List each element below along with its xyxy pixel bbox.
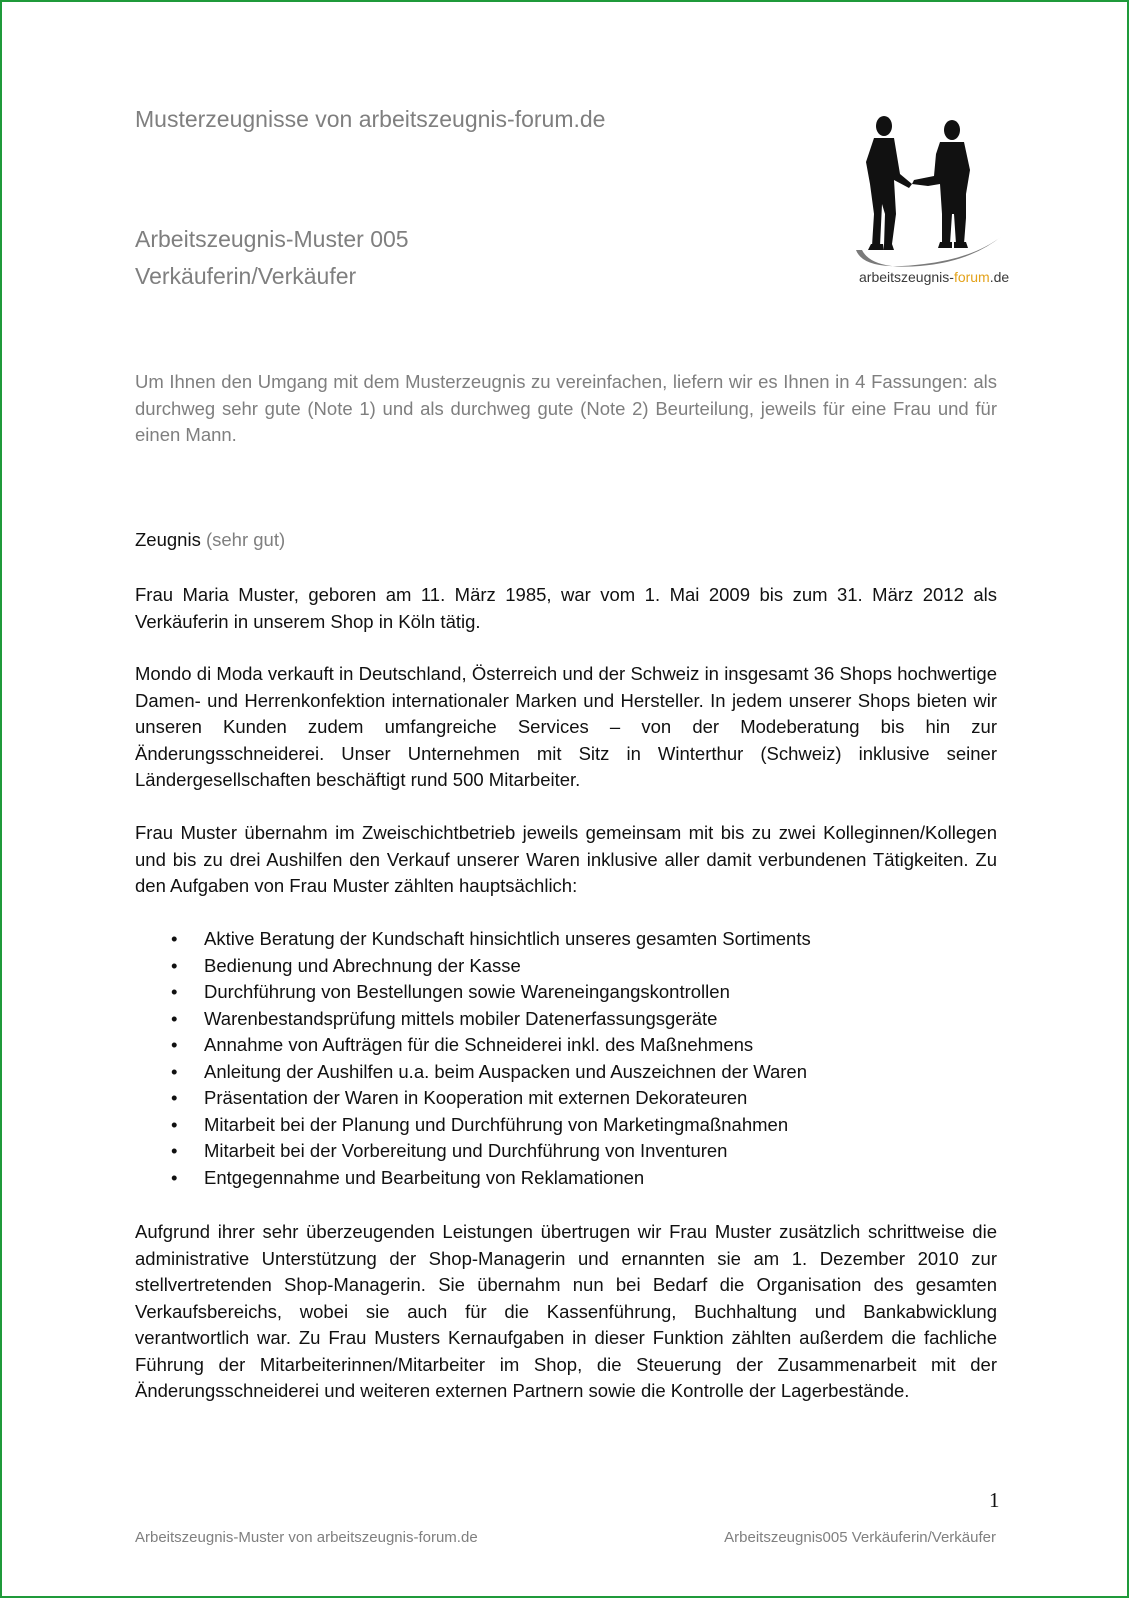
list-item: • Annahme von Aufträgen für die Schneiderei inkl. des Maßnehmens <box>135 1032 997 1059</box>
subtitle-line-1: Arbeitszeugnis-Muster 005 <box>135 226 409 252</box>
bullet-icon: • <box>171 1087 178 1108</box>
logo-wordmark <box>859 269 1009 285</box>
heading-grade: (sehr gut) <box>205 529 286 550</box>
bullet-icon: • <box>171 1060 178 1082</box>
list-item: • Durchführung von Bestellungen sowie Wareneingangskontrollen <box>135 979 997 1006</box>
list-item: • Entgegennahme und Bearbeitung von Reklamationen <box>135 1165 997 1192</box>
logo-text-tld: .de <box>989 269 1010 285</box>
task-list <box>135 926 997 1191</box>
bullet-icon: • <box>171 954 178 976</box>
section-heading <box>135 529 285 551</box>
subtitle-line-2: Verkäuferin/Verkäufer <box>135 263 357 289</box>
bullet-icon: • <box>171 1140 178 1161</box>
logo-text-main: arbeitszeugnis- <box>859 269 954 285</box>
document-subtitle <box>135 221 409 295</box>
list-item: • Mitarbeit bei der Vorbereitung und Durchführung von Inventuren <box>135 1138 997 1165</box>
footer-left: Arbeitszeugnis-Muster von arbeitszeugnis-forum.de <box>135 1529 478 1546</box>
logo-text-accent: forum <box>953 269 990 285</box>
paragraph-tasks-intro: Frau Muster übernahm im Zweischichtbetrieb jeweils gemeinsam mit bis zu zwei Kolleginnen/Kollegen und bis zu drei Aushilfen den Verkauf unserer Waren inklusive aller damit verbundenen Tätigkeiten. Zu den Aufgaben von Frau Muster zählten hauptsächlich: <box>135 822 997 896</box>
list-item: • Anleitung der Aushilfen u.a. beim Auspacken und Auszeichnen der Waren <box>135 1059 997 1086</box>
bullet-icon: • <box>171 1034 178 1055</box>
paragraph-personal-data: Frau Maria Muster, geboren am 11. März 1985, war vom 1. Mai 2009 bis zum 31. März 2012 als Verkäuferin in unserem Shop in Köln tätig. <box>135 584 997 632</box>
handshake-logo-icon <box>854 114 1014 294</box>
list-item: • Warenbestandsprüfung mittels mobiler Datenerfassungsgeräte <box>135 1006 997 1033</box>
paragraph-promotion: Aufgrund ihrer sehr überzeugenden Leistungen übertrugen wir Frau Muster zusätzlich schrittweise die administrative Unterstützung der Shop-Managerin und ernannten sie am 1. Dezember 2010 zur stellvertretenden Shop-Managerin. Sie übernahm nun bei Bedarf die Organisation des gesamten Verkaufsbereichs, wobei sie auch für die Kassenführung, Buchhaltung und Bankabwicklung verantwortlich war. Zu Frau Musters Kernaufgaben in dieser Funktion zählten außerdem die fachliche Führung der Mitarbeiterinnen/Mitarbeiter im Shop, die Steuerung der Zusammenarbeit mit der Änderungsschneiderei und weiteren externen Partnern sowie die Kontrolle der Lagerbestände. <box>135 1221 997 1401</box>
heading-title: Zeugnis <box>135 529 201 550</box>
bullet-icon: • <box>171 1166 178 1188</box>
list-item: • Bedienung und Abrechnung der Kasse <box>135 953 997 980</box>
list-item: • Präsentation der Waren in Kooperation mit externen Dekorateuren <box>135 1085 997 1112</box>
bullet-icon: • <box>171 981 178 1002</box>
intro-paragraph: Um Ihnen den Umgang mit dem Musterzeugnis zu vereinfachen, liefern wir es Ihnen in 4 Fassungen: als durchweg sehr gute (Note 1) und als durchweg gute (Note 2) Beurteilung, jeweils für eine Frau und für einen Mann. <box>135 371 997 445</box>
page-number: 1 <box>989 1488 1000 1512</box>
site-title: Musterzeugnisse von arbeitszeugnis-forum.de <box>135 106 606 132</box>
paragraph-company: Mondo di Moda verkauft in Deutschland, Österreich und der Schweiz in insgesamt 36 Shops hochwertige Damen- und Herrenkonfektion internationaler Marken und Hersteller. In jedem unserer Shops bieten wir unseren Kunden zudem umfangreiche Services – von der Modeberatung bis hin zur Änderungsschneiderei. Unser Unternehmen mit Sitz in Winterthur (Schweiz) inklusive seiner Ländergesellschaften beschäftigt rund 500 Mitarbeiter. <box>135 663 997 790</box>
bullet-icon: • <box>171 928 178 949</box>
list-item: • Aktive Beratung der Kundschaft hinsichtlich unseres gesamten Sortiments <box>135 926 997 953</box>
list-item: • Mitarbeit bei der Planung und Durchführung von Marketingmaßnahmen <box>135 1112 997 1139</box>
footer-right: Arbeitszeugnis005 Verkäuferin/Verkäufer <box>724 1529 996 1546</box>
bullet-icon: • <box>171 1007 178 1029</box>
bullet-icon: • <box>171 1113 178 1135</box>
